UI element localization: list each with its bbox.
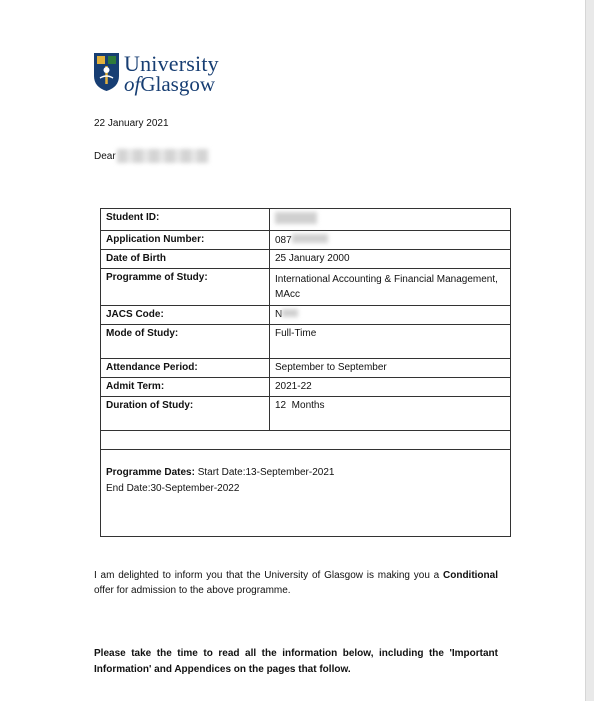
attendance-label: Attendance Period: — [101, 359, 270, 378]
table-row — [101, 450, 511, 537]
redacted-value — [282, 309, 298, 317]
offer-text-bold: Conditional — [443, 570, 498, 581]
university-logo — [93, 52, 219, 95]
page-edge — [585, 0, 594, 701]
redacted-value — [275, 212, 317, 224]
jacs-text: N — [275, 309, 283, 320]
table-row — [101, 378, 511, 397]
table-row — [101, 269, 511, 306]
logo-of-text: of — [124, 72, 141, 96]
mode-label: Mode of Study: — [101, 325, 270, 359]
table-row — [101, 431, 511, 450]
programme-dates-label: Programme Dates: — [106, 467, 195, 478]
table-row — [101, 359, 511, 378]
application-number-text: 087 — [275, 235, 292, 246]
greeting — [94, 149, 209, 163]
attendance-value: September to September — [270, 359, 511, 378]
table-row — [101, 231, 511, 250]
student-id-label: Student ID: — [101, 209, 270, 231]
university-crest-icon — [93, 52, 120, 92]
offer-paragraph — [94, 568, 498, 598]
dob-value: 25 January 2000 — [270, 250, 511, 269]
logo-glasgow-text: Glasgow — [140, 72, 216, 96]
letter-date: 22 January 2021 — [94, 118, 169, 129]
instructions-paragraph: Please take the time to read all the information below, including the 'Important Information' and Appendices on the pages that follow. — [94, 648, 498, 675]
jacs-value — [270, 306, 511, 325]
empty-row — [101, 431, 511, 450]
table-row — [101, 325, 511, 359]
offer-text-b: offer for admission to the above programme. — [94, 585, 291, 596]
dob-label: Date of Birth — [101, 250, 270, 269]
mode-value: Full-Time — [270, 325, 511, 359]
greeting-text: Dear — [94, 150, 116, 162]
admit-term-value: 2021-22 — [270, 378, 511, 397]
table-row — [101, 250, 511, 269]
application-number-value — [270, 231, 511, 250]
programme-dates-cell — [101, 450, 511, 537]
offer-text-a: I am delighted to inform you that the University of Glasgow is making you a — [94, 570, 443, 581]
duration-label: Duration of Study: — [101, 397, 270, 431]
redacted-value — [292, 234, 328, 243]
jacs-label: JACS Code: — [101, 306, 270, 325]
programme-value: International Accounting & Financial Management, MAcc — [270, 269, 511, 306]
table-row — [101, 397, 511, 431]
application-number-label: Application Number: — [101, 231, 270, 250]
student-id-value — [270, 209, 511, 231]
start-date: Start Date:13-September-2021 — [194, 467, 335, 478]
student-info-table — [100, 208, 511, 537]
admit-term-label: Admit Term: — [101, 378, 270, 397]
logo-university-text: University — [124, 51, 219, 76]
table-row — [101, 306, 511, 325]
programme-label: Programme of Study: — [101, 269, 270, 306]
duration-value: 12 Months — [270, 397, 511, 431]
redacted-name — [117, 149, 209, 163]
end-date: End Date:30-September-2022 — [106, 483, 240, 494]
table-row — [101, 209, 511, 231]
